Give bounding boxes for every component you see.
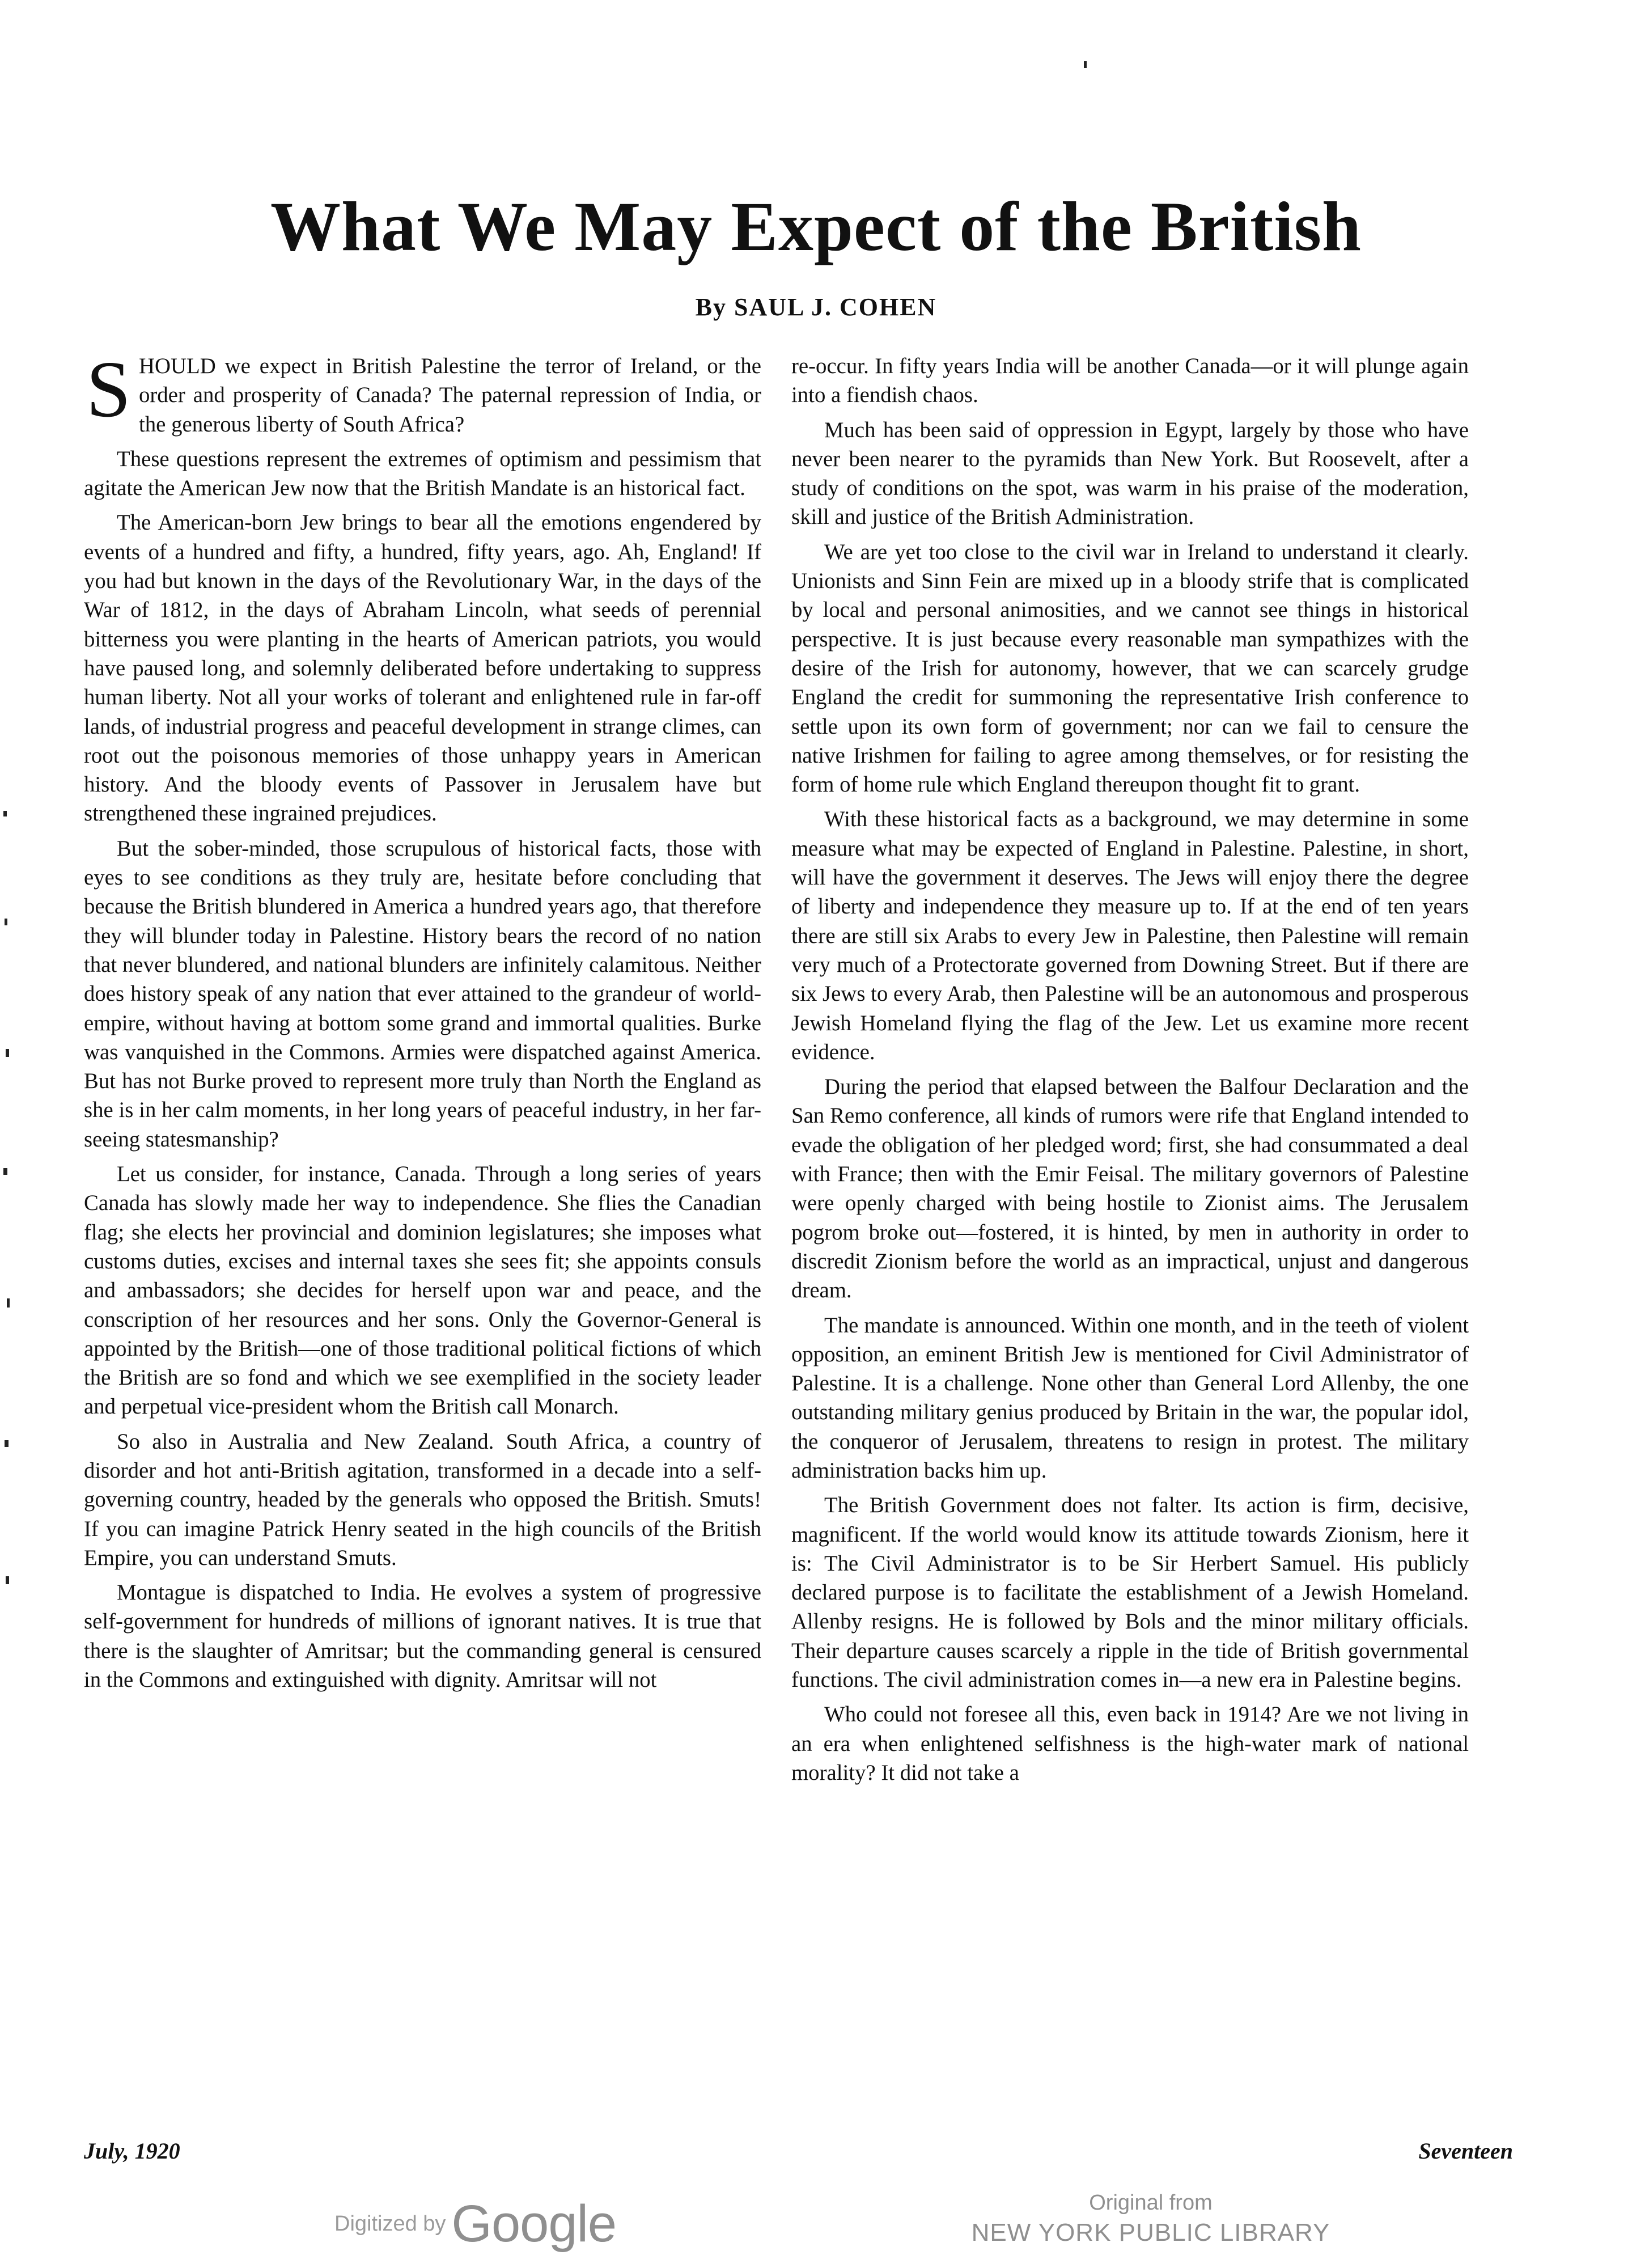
scan-speck	[1084, 61, 1087, 68]
article-byline: By SAUL J. COHEN	[695, 293, 937, 321]
left-column	[84, 352, 761, 2070]
scan-speck	[5, 1440, 9, 1447]
paragraph: During the period that elapsed between the Balfour Declaration and the San Remo conference, all kinds of rumors were rife that England intended to evade the obligation of her pledged word; first, she had consummated a deal with France; then with the Emir Feisal. The military governors of Palestine were openly charged with being hostile to Zionist aims. The Jerusalem pogrom broke out—fostered, it is hinted, by men in authority in order to discredit Zionism before the world as an impractical, unjust and dangerous dream.	[791, 1074, 1469, 1303]
paragraph: The British Government does not falter. Its action is firm, decisive, magnificent. If the world would know its attitude towards Zionism, here it is: The Civil Administrator is to be Sir Herbert Samuel. His publicly declared purpose is to facilitate the establishment of a Jewish Homeland. Allenby resigns. He is followed by Bols and the minor military officials. Their departure causes scarcely a ripple in the tide of British governmental functions. The civil administration comes in—a new era in Palestine begins.	[791, 1493, 1469, 1692]
scan-speck	[3, 811, 7, 816]
original-from-label: Original from	[1089, 2191, 1213, 2215]
paragraph: We are yet too close to the civil war in Ireland to understand it clearly. Unionists and Sinn Fein are mixed up in a bloody strife that is complicated by local and personal animosities, and we cannot see things in historical perspective. It is just because every reasonable man sympathizes with the desire of the Irish for autonomy, however, that we can scarcely grudge England the credit for summoning the representative Irish conference to settle upon its own form of government; nor can we fail to censure the native Irishmen for failing to agree among themselves, or for resisting the form of home rule which England thereupon thought fit to grant.	[791, 539, 1469, 797]
paragraph: Montague is dispatched to India. He evolves a system of progressive self-government for hundreds of millions of ignorant natives. It is true that there is the slaughter of Amritsar; but the commanding general is censured in the Commons and extinguished with dignity. Amritsar will not	[84, 1580, 761, 1692]
paragraph	[84, 352, 761, 439]
paragraph: The American-born Jew brings to bear all the emotions engendered by events of a hundred and fifty, a hundred, fifty years, ago. Ah, England! If you had but known in the days of the Revolutionary War, in the days of the War of 1812, in the days of Abraham Lincoln, what seeds of perennial bitterness you were planting in the hearts of American patriots, you would have paused long, and solemnly deliberated before undertaking to suppress human liberty. Not all your works of tolerant and enlightened rule in far-off lands, of industrial progress and peaceful development in strange climes, can root out the poisonous memories of those unhappy years in American history. And the bloody events of Passover in Jerusalem have but strengthened these ingrained prejudices.	[84, 510, 761, 826]
library-name: NEW YORK PUBLIC LIBRARY	[971, 2219, 1330, 2246]
paragraph: But the sober-minded, those scrupulous of historical facts, those with eyes to see conditions as they truly are, hesitate before concluding that because the British blundered in America a hundred years ago, that therefore they will blunder today in Palestine. History bears the record of no nation that never blundered, and national blunders are infinitely calamitous. Neither does history speak of any nation that ever attained to the grandeur of world-empire, without having at bottom some grand and immortal qualities. Burke was vanquished in the Commons. Armies were dispatched against America. But has not Burke proved to represent more truly than North the England as she is in her calm moments, in her long years of peaceful industry, in her far-seeing statesmanship?	[84, 836, 761, 1152]
digitized-by-google-watermark	[334, 2194, 616, 2254]
drop-cap: S	[86, 352, 131, 434]
scan-speck	[6, 1049, 9, 1057]
paragraph: Let us consider, for instance, Canada. Through a long series of years Canada has slowly made her way to independence. She flies the Canadian flag; she elects her provincial and dominion legislatures; she imposes what customs duties, excises and internal taxes she sees fit; she appoints consuls and ambassadors; she decides for herself upon war and peace, and the conscription of her resources and her sons. Only the Governor-General is appointed by the British—one of those traditional political fictions of which the British are so fond and which we see exemplified in the society leader and perpetual vice-president whom the British call Monarch.	[84, 1162, 761, 1419]
paragraph: Much has been said of oppression in Egypt, largely by those who have never been nearer to the pyramids than New York. But Roosevelt, after a study of conditions on the spot, was warm in his praise of the moderation, skill and justice of the British Administration.	[791, 417, 1469, 530]
scan-speck	[3, 1168, 7, 1175]
paragraph-text: HOULD we expect in British Palestine the terror of Ireland, or the order and prosperity of Canada? The paternal repression of India, or the generous liberty of South Africa?	[138, 354, 761, 437]
issue-date: July, 1920	[84, 2138, 180, 2164]
article-title: What We May Expect of the British	[270, 188, 1362, 265]
right-column	[791, 352, 1469, 2070]
page-number: Seventeen	[1418, 2138, 1513, 2164]
paragraph: With these historical facts as a background, we may determine in some measure what may be expected of England in Palestine. Palestine, in short, will have the government it deserves. The Jews will enjoy there the degree of liberty and independence they measure up to. If at the end of ten years there are still six Arabs to every Jew in Palestine, then Palestine will remain very much of a Protectorate governed from Downing Street. But if there are six Jews to every Arab, then Palestine will be an autonomous and prosperous Jewish Homeland flying the flag of the Jew. Let us examine more recent evidence.	[791, 807, 1469, 1064]
paragraph: Who could not foresee all this, even back in 1914? Are we not living in an era when enlightened selfishness is the high-water mark of national morality? It did not take a	[791, 1702, 1469, 1785]
google-logo: Google	[451, 2195, 617, 2253]
scan-speck	[7, 1298, 10, 1308]
scan-speck	[6, 1576, 9, 1584]
paragraph: These questions represent the extremes of optimism and pessimism that agitate the American Jew now that the British Mandate is an historical fact.	[84, 446, 761, 501]
paragraph: So also in Australia and New Zealand. South Africa, a country of disorder and hot anti-British agitation, transformed in a decade into a self-governing country, headed by the generals who opposed the British. Smuts! If you can imagine Patrick Henry seated in the high councils of the British Empire, you can understand Smuts.	[84, 1429, 761, 1570]
scan-speck	[5, 919, 7, 925]
paragraph: The mandate is announced. Within one month, and in the teeth of violent opposition, an eminent British Jew is mentioned for Civil Administrator of Palestine. It is a challenge. None other than General Lord Allenby, the one outstanding military genius produced by Britain in the war, the popular idol, the conqueror of Jerusalem, threatens to resign in protest. The military administration backs him up.	[791, 1313, 1469, 1483]
digitized-by-label: Digitized by	[334, 2212, 446, 2236]
paragraph: re-occur. In fifty years India will be another Canada—or it will plunge again into a fiendish chaos.	[791, 354, 1469, 408]
library-attribution	[952, 2189, 1349, 2249]
